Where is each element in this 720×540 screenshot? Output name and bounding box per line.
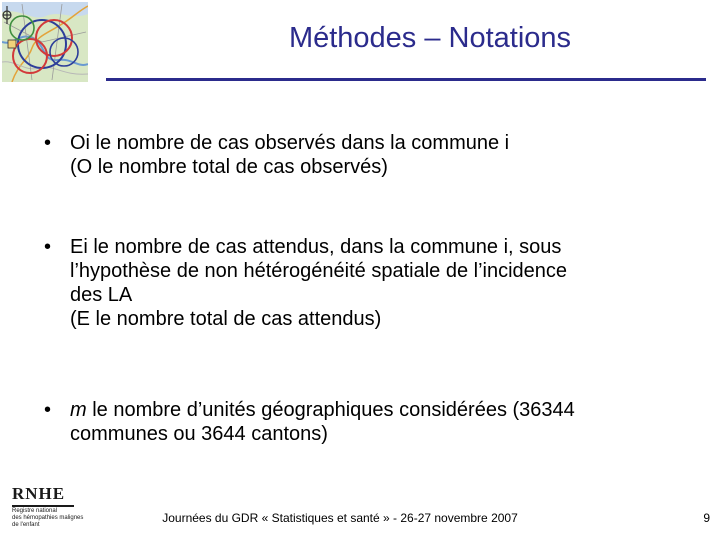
page-number: 9 <box>703 511 710 525</box>
footer-text: Journées du GDR « Statistiques et santé » - 26-27 novembre 2007 <box>162 511 518 525</box>
bullet-symbol: • <box>44 132 52 154</box>
bullet-body <box>70 235 684 331</box>
bullet-body <box>70 398 684 446</box>
bullet-line: des LA <box>70 284 133 306</box>
bullet-expected-cases <box>44 235 684 331</box>
bullet-line: communes ou 3644 cantons) <box>70 423 328 445</box>
bullet-line: l’hypothèse de non hétérogénéité spatiale de l’incidence <box>70 260 568 282</box>
bullet-symbol: • <box>44 236 52 258</box>
map-logo <box>2 2 88 82</box>
rnhe-logo <box>8 482 148 536</box>
bullet-line: (O le nombre total de cas observés) <box>70 156 388 178</box>
rnhe-logo-subtitle: Registre national des hémopathies malignes de l'enfant <box>12 508 84 528</box>
bullet-observed-cases <box>44 131 684 179</box>
rnhe-logo-title: RNHE <box>12 484 66 503</box>
bullet-line: Ei le nombre de cas attendus, dans la commune i, sous <box>70 236 562 258</box>
bullet-symbol: • <box>44 399 52 421</box>
bullet-body <box>70 131 684 179</box>
rnhe-logo-rule <box>12 505 74 507</box>
title-divider <box>106 78 706 81</box>
bullet-line: (E le nombre total de cas attendus) <box>70 308 382 330</box>
slide-title: Méthodes – Notations <box>288 22 572 54</box>
bullet-line: Oi le nombre de cas observés dans la commune i <box>70 132 510 154</box>
italic-variable: m <box>70 399 87 421</box>
bullet-geographic-units <box>44 398 684 446</box>
bullet-line-text: le nombre d’unités géographiques considérées (36344 <box>86 399 575 421</box>
bullet-line <box>70 398 684 422</box>
